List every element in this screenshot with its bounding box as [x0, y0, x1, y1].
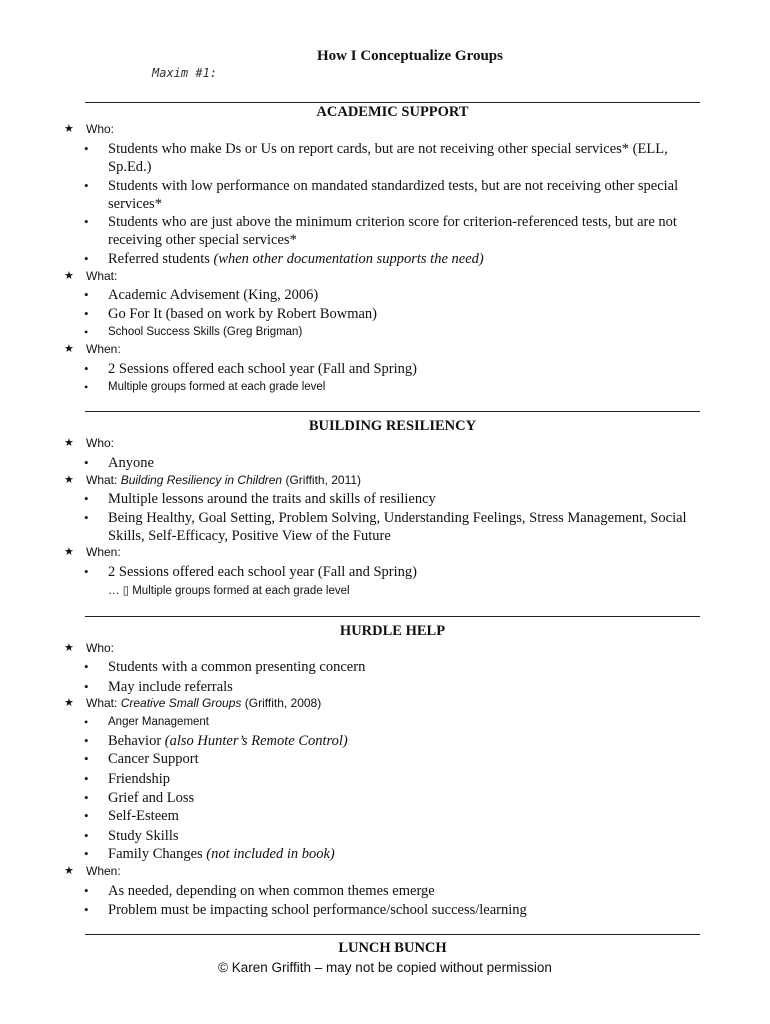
list-item: [84, 714, 709, 730]
bullet-icon: •: [84, 902, 89, 917]
list-item-text: School Success Skills (Greg Brigman): [108, 326, 303, 338]
page-title: How I Conceptualize Groups: [317, 48, 503, 64]
list-item: [84, 845, 709, 863]
section-divider: [85, 934, 700, 935]
bullet-icon: •: [84, 808, 89, 823]
list-item-text: Students who make Ds or Us on report cards, but are not receiving other special services* (ELL, Sp.Ed.): [108, 141, 668, 175]
star-icon: ★: [64, 697, 74, 709]
bullet-icon: •: [84, 679, 89, 694]
list-item: [84, 177, 709, 213]
star-icon: ★: [64, 270, 74, 282]
list-item: [84, 789, 709, 807]
list-item-text: As needed, depending on when common themes emerge: [108, 883, 435, 899]
list-item: [84, 379, 709, 395]
list-item-text: Multiple lessons around the traits and skills of resiliency: [108, 491, 436, 507]
star-icon: ★: [64, 343, 74, 355]
when-label: When:: [86, 342, 121, 356]
bullet-icon: •: [84, 380, 89, 394]
bullet-icon: •: [84, 828, 89, 843]
who-label: Who:: [86, 436, 115, 450]
bullet-icon: •: [84, 361, 89, 376]
bullet-icon: •: [84, 659, 89, 674]
bullet-icon: •: [84, 287, 89, 302]
list-item-text: Family Changes (not included in book): [108, 846, 335, 862]
list-item: [84, 305, 709, 323]
list-item: [84, 827, 709, 845]
bullet-icon: •: [84, 491, 89, 506]
list-item: [84, 324, 709, 340]
list-item-text: Academic Advisement (King, 2006): [108, 287, 319, 303]
star-icon: ★: [64, 546, 74, 558]
bullet-icon: •: [84, 325, 89, 339]
list-item: [84, 882, 709, 900]
star-icon: ★: [64, 865, 74, 877]
bullet-icon: •: [84, 510, 89, 525]
list-item-text: Self-Esteem: [108, 808, 179, 824]
list-item: [84, 490, 709, 508]
bullet-icon: •: [84, 178, 89, 193]
section-divider: [85, 102, 700, 103]
bullet-icon: •: [84, 306, 89, 321]
bullet-icon: •: [84, 846, 89, 861]
bullet-icon: •: [84, 251, 89, 266]
list-item-text: … ▯ Multiple groups formed at each grade level: [108, 585, 350, 597]
list-item: [84, 140, 709, 176]
bullet-icon: •: [84, 790, 89, 805]
list-item-text: Friendship: [108, 771, 171, 787]
list-item-text: Go For It (based on work by Robert Bowman): [108, 306, 378, 322]
star-icon: ★: [64, 123, 74, 135]
list-item-text: Students who are just above the minimum criterion score for criterion-referenced tests, but are not receiving other special services*: [108, 214, 677, 248]
section-title-academic-support: ACADEMIC SUPPORT: [316, 104, 469, 120]
bullet-icon: •: [84, 771, 89, 786]
list-item-text: Multiple groups formed at each grade level: [108, 381, 326, 393]
list-item-text: Referred students (when other documentation supports the need): [108, 251, 484, 267]
list-item: [84, 286, 709, 304]
who-label: Who:: [86, 641, 115, 655]
section-title-building-resiliency: BUILDING RESILIENCY: [308, 418, 477, 434]
list-item: [84, 563, 709, 581]
section-title-hurdle-help: HURDLE HELP: [339, 623, 446, 639]
list-item: [84, 770, 709, 788]
list-item-text: Anyone: [108, 455, 154, 471]
section-divider: [85, 411, 700, 412]
list-item: [84, 750, 709, 768]
list-item-text: Study Skills: [108, 828, 179, 844]
list-item: [84, 250, 709, 268]
when-label: When:: [86, 864, 121, 878]
list-item-text: Students with a common presenting concern: [108, 659, 366, 675]
list-item: [84, 658, 709, 676]
list-item-text: 2 Sessions offered each school year (Fall and Spring): [108, 361, 417, 377]
list-item: [84, 732, 709, 750]
star-icon: ★: [64, 474, 74, 486]
list-item: [84, 678, 709, 696]
what-label: What: Building Resiliency in Children (Griffith, 2011): [86, 473, 362, 487]
bullet-icon: •: [84, 564, 89, 579]
list-item-text: Grief and Loss: [108, 790, 195, 806]
list-item: [84, 360, 709, 378]
list-item: [84, 509, 709, 545]
list-item-text: Anger Management: [108, 716, 210, 728]
bullet-icon: •: [84, 455, 89, 470]
list-item-text: Problem must be impacting school performance/school success/learning: [108, 902, 527, 918]
list-item-text: Students with low performance on mandated standardized tests, but are not receiving other special services*: [108, 178, 679, 212]
list-item-text: 2 Sessions offered each school year (Fall and Spring): [108, 564, 417, 580]
star-icon: ★: [64, 437, 74, 449]
when-label: When:: [86, 545, 121, 559]
bullet-icon: •: [84, 733, 89, 748]
maxim-label: Maxim #1:: [152, 66, 218, 80]
bullet-icon: •: [84, 751, 89, 766]
who-label: Who:: [86, 122, 115, 136]
list-item: [84, 807, 709, 825]
list-item: [84, 454, 709, 472]
list-item-text: Cancer Support: [108, 751, 199, 767]
section-divider: [85, 616, 700, 617]
what-label: What: Creative Small Groups (Griffith, 2008): [86, 696, 322, 710]
list-item-text: May include referrals: [108, 679, 233, 695]
list-item: [84, 901, 709, 919]
bullet-icon: •: [84, 141, 89, 156]
section-title-lunch-bunch: LUNCH BUNCH: [338, 940, 447, 956]
list-item: [84, 213, 709, 249]
list-item-text: Behavior (also Hunter’s Remote Control): [108, 733, 348, 749]
bullet-icon: •: [84, 715, 89, 729]
star-icon: ★: [64, 642, 74, 654]
what-label: What:: [86, 269, 118, 283]
copyright-footer: © Karen Griffith – may not be copied without permission: [218, 960, 552, 975]
list-item-text: Being Healthy, Goal Setting, Problem Solving, Understanding Feelings, Stress Management, Social Skills, Self-Efficacy, Positive View of the Future: [108, 510, 687, 544]
bullet-icon: •: [84, 883, 89, 898]
bullet-icon: •: [84, 214, 89, 229]
